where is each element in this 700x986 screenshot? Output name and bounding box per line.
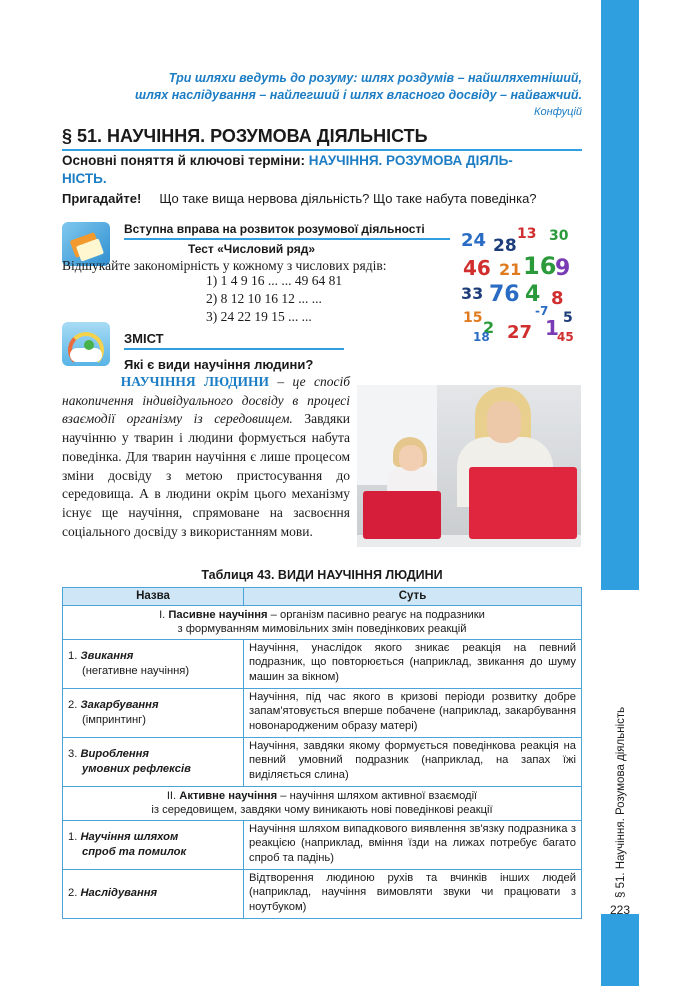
row-desc: Відтворення людиною рухів та вчинків інших людей (наприклад, научіння вимовляти звуки чи працювати з ноутбуком) bbox=[244, 869, 582, 918]
test-title: Тест «Числовий ряд» bbox=[188, 242, 316, 256]
group-name: Пасивне научіння bbox=[168, 608, 268, 621]
art-number: 1 bbox=[545, 316, 559, 340]
number-row-2: 2) 8 12 10 16 12 ... ... bbox=[206, 291, 322, 306]
number-row-1: 1) 1 4 9 16 ... ... 49 64 81 bbox=[206, 273, 343, 288]
row-sub: спроб та помилок bbox=[82, 845, 187, 858]
row-desc: Научіння, унаслідок якого зникає реакція на певний подразник, що повторюється (наприклад, звикання до шуму машин за вікном) bbox=[244, 639, 582, 688]
row-sub: (імпринтинг) bbox=[82, 713, 146, 726]
colorful-numbers-image bbox=[459, 226, 581, 346]
group-row bbox=[63, 786, 582, 820]
key-terms-label: Основні поняття й ключові терміни: bbox=[62, 153, 309, 168]
group-name: Активне научіння bbox=[179, 789, 278, 802]
table-row bbox=[63, 688, 582, 737]
row-number: 1. bbox=[68, 831, 81, 843]
art-number: 27 bbox=[507, 322, 533, 343]
row-desc: Научіння шляхом випадкового виявлення зв'язку подразника з реакцією (наприклад, вміння їзди на лижах потребує багато спроб та падінь) bbox=[244, 820, 582, 869]
art-number: 13 bbox=[517, 226, 537, 242]
content-question: Які є види научіння людини? bbox=[124, 357, 314, 372]
mother-child-laptops-photo bbox=[357, 385, 581, 547]
group-row bbox=[63, 605, 582, 639]
row-sub: умовних рефлексів bbox=[82, 762, 191, 775]
art-number: 76 bbox=[489, 282, 520, 307]
page-number: 223 bbox=[610, 903, 631, 917]
row-desc: Научіння, завдяки якому формується поведінкова реакція на певний умовний подразник (наприклад, на запах їжі виділяється слина) bbox=[244, 737, 582, 786]
art-number: 45 bbox=[557, 330, 574, 344]
art-number: -7 bbox=[535, 304, 549, 318]
art-number: 30 bbox=[549, 228, 569, 244]
row-name: Закарбування bbox=[80, 699, 159, 711]
exercise-title: Вступна вправа на розвиток розумової діяльності bbox=[124, 222, 450, 240]
row-name: Звикання bbox=[80, 650, 134, 662]
row-desc: Научіння, під час якого в кризові періоди розвитку добре запам'ятовується вперше побачене (наприклад, закарбування новонародженим образу матері) bbox=[244, 688, 582, 737]
art-number: 4 bbox=[525, 282, 541, 307]
running-head bbox=[615, 598, 635, 898]
group-desc-line2: із середовищем, завдяки чому виникають нові поведінкові реакції bbox=[151, 804, 493, 816]
header-name: Назва bbox=[63, 588, 244, 606]
table-title: Таблиця 43. ВИДИ НАУЧІННЯ ЛЮДИНИ bbox=[201, 568, 443, 582]
recall-label: Пригадайте! bbox=[62, 191, 142, 206]
learning-types-table bbox=[62, 587, 582, 919]
art-number: 16 bbox=[523, 252, 557, 280]
recall-prompt bbox=[62, 191, 537, 206]
epigraph bbox=[60, 70, 582, 104]
table-row bbox=[63, 737, 582, 786]
number-row-3: 3) 24 22 19 15 ... ... bbox=[206, 309, 312, 324]
key-terms-value-1: НАУЧІННЯ. РОЗУМОВА ДІЯЛЬ- bbox=[308, 153, 513, 168]
art-number: 46 bbox=[463, 256, 491, 280]
term-definition: – це спосіб накопичення індивідуального досвіду в процесі взаємодії організму із середовищем. bbox=[62, 374, 351, 427]
epigraph-author: Конфуцій bbox=[534, 106, 582, 118]
table-row bbox=[63, 820, 582, 869]
row-number: 2. bbox=[68, 887, 81, 900]
art-number: 15 bbox=[463, 310, 483, 326]
art-number: 2 bbox=[483, 318, 495, 337]
art-number: 9 bbox=[555, 256, 571, 281]
content-heading: ЗМІСТ bbox=[124, 331, 344, 350]
title-underline bbox=[62, 149, 582, 151]
table-header-row bbox=[63, 588, 582, 606]
table-row bbox=[63, 639, 582, 688]
section-title: § 51. НАУЧІННЯ. РОЗУМОВА ДІЯЛЬНІСТЬ bbox=[62, 126, 428, 146]
body-text: Завдяки научінню у тварин і людини формується набута поведінка. Для тварин научіння є лише процесом зміни досвіду з метою пристосування до середовища. А в людини окрім цього механізму існує ще научіння, спрямоване на засвоєння соціального досвіду з використанням мови. bbox=[62, 411, 351, 539]
art-number: 5 bbox=[563, 310, 573, 326]
exercise-instruction: Відшукайте закономірність у кожному з числових рядів: bbox=[62, 258, 387, 273]
header-essence: Суть bbox=[244, 588, 582, 606]
key-terms-value-2: НІСТЬ. bbox=[62, 171, 107, 186]
epigraph-line-1: Три шляхи ведуть до розуму: шлях роздумів – найшляхетніший, bbox=[168, 71, 582, 85]
row-number: 1. bbox=[68, 650, 81, 662]
term-highlight: НАУЧІННЯ ЛЮДИНИ bbox=[120, 374, 269, 389]
art-number: 33 bbox=[461, 284, 484, 303]
rainbow-icon bbox=[62, 322, 110, 366]
row-name: Вироблення bbox=[80, 748, 149, 760]
art-number: 18 bbox=[473, 330, 490, 344]
row-number: 2. bbox=[68, 699, 81, 711]
running-head-text: § 51. Научіння. Розумова діяльність bbox=[615, 706, 627, 898]
key-terms bbox=[62, 152, 582, 188]
art-number: 24 bbox=[461, 230, 487, 251]
recall-text: Що таке вища нервова діяльність? Що таке набута поведінка? bbox=[159, 191, 537, 206]
art-number: 8 bbox=[551, 288, 564, 309]
group-desc: – научіння шляхом активної взаємодії bbox=[277, 789, 478, 802]
group-number: I. bbox=[159, 608, 169, 621]
row-name: Научіння шляхом bbox=[80, 831, 179, 843]
body-paragraph bbox=[62, 373, 350, 541]
table-row bbox=[63, 869, 582, 918]
art-number: 28 bbox=[493, 236, 517, 256]
row-name: Наслідування bbox=[80, 887, 158, 900]
group-desc: – організм пасивно реагує на подразники bbox=[267, 608, 485, 621]
epigraph-line-2: шлях наслідування – найлегший і шлях власного досвіду – найважчий. bbox=[135, 88, 582, 102]
art-number: 21 bbox=[499, 260, 522, 279]
group-number: II. bbox=[166, 789, 180, 802]
row-sub: (негативне научіння) bbox=[82, 664, 190, 677]
row-number: 3. bbox=[68, 748, 81, 760]
group-desc-line2: з формуванням мимовільних змін поведінкових реакцій bbox=[177, 623, 467, 635]
